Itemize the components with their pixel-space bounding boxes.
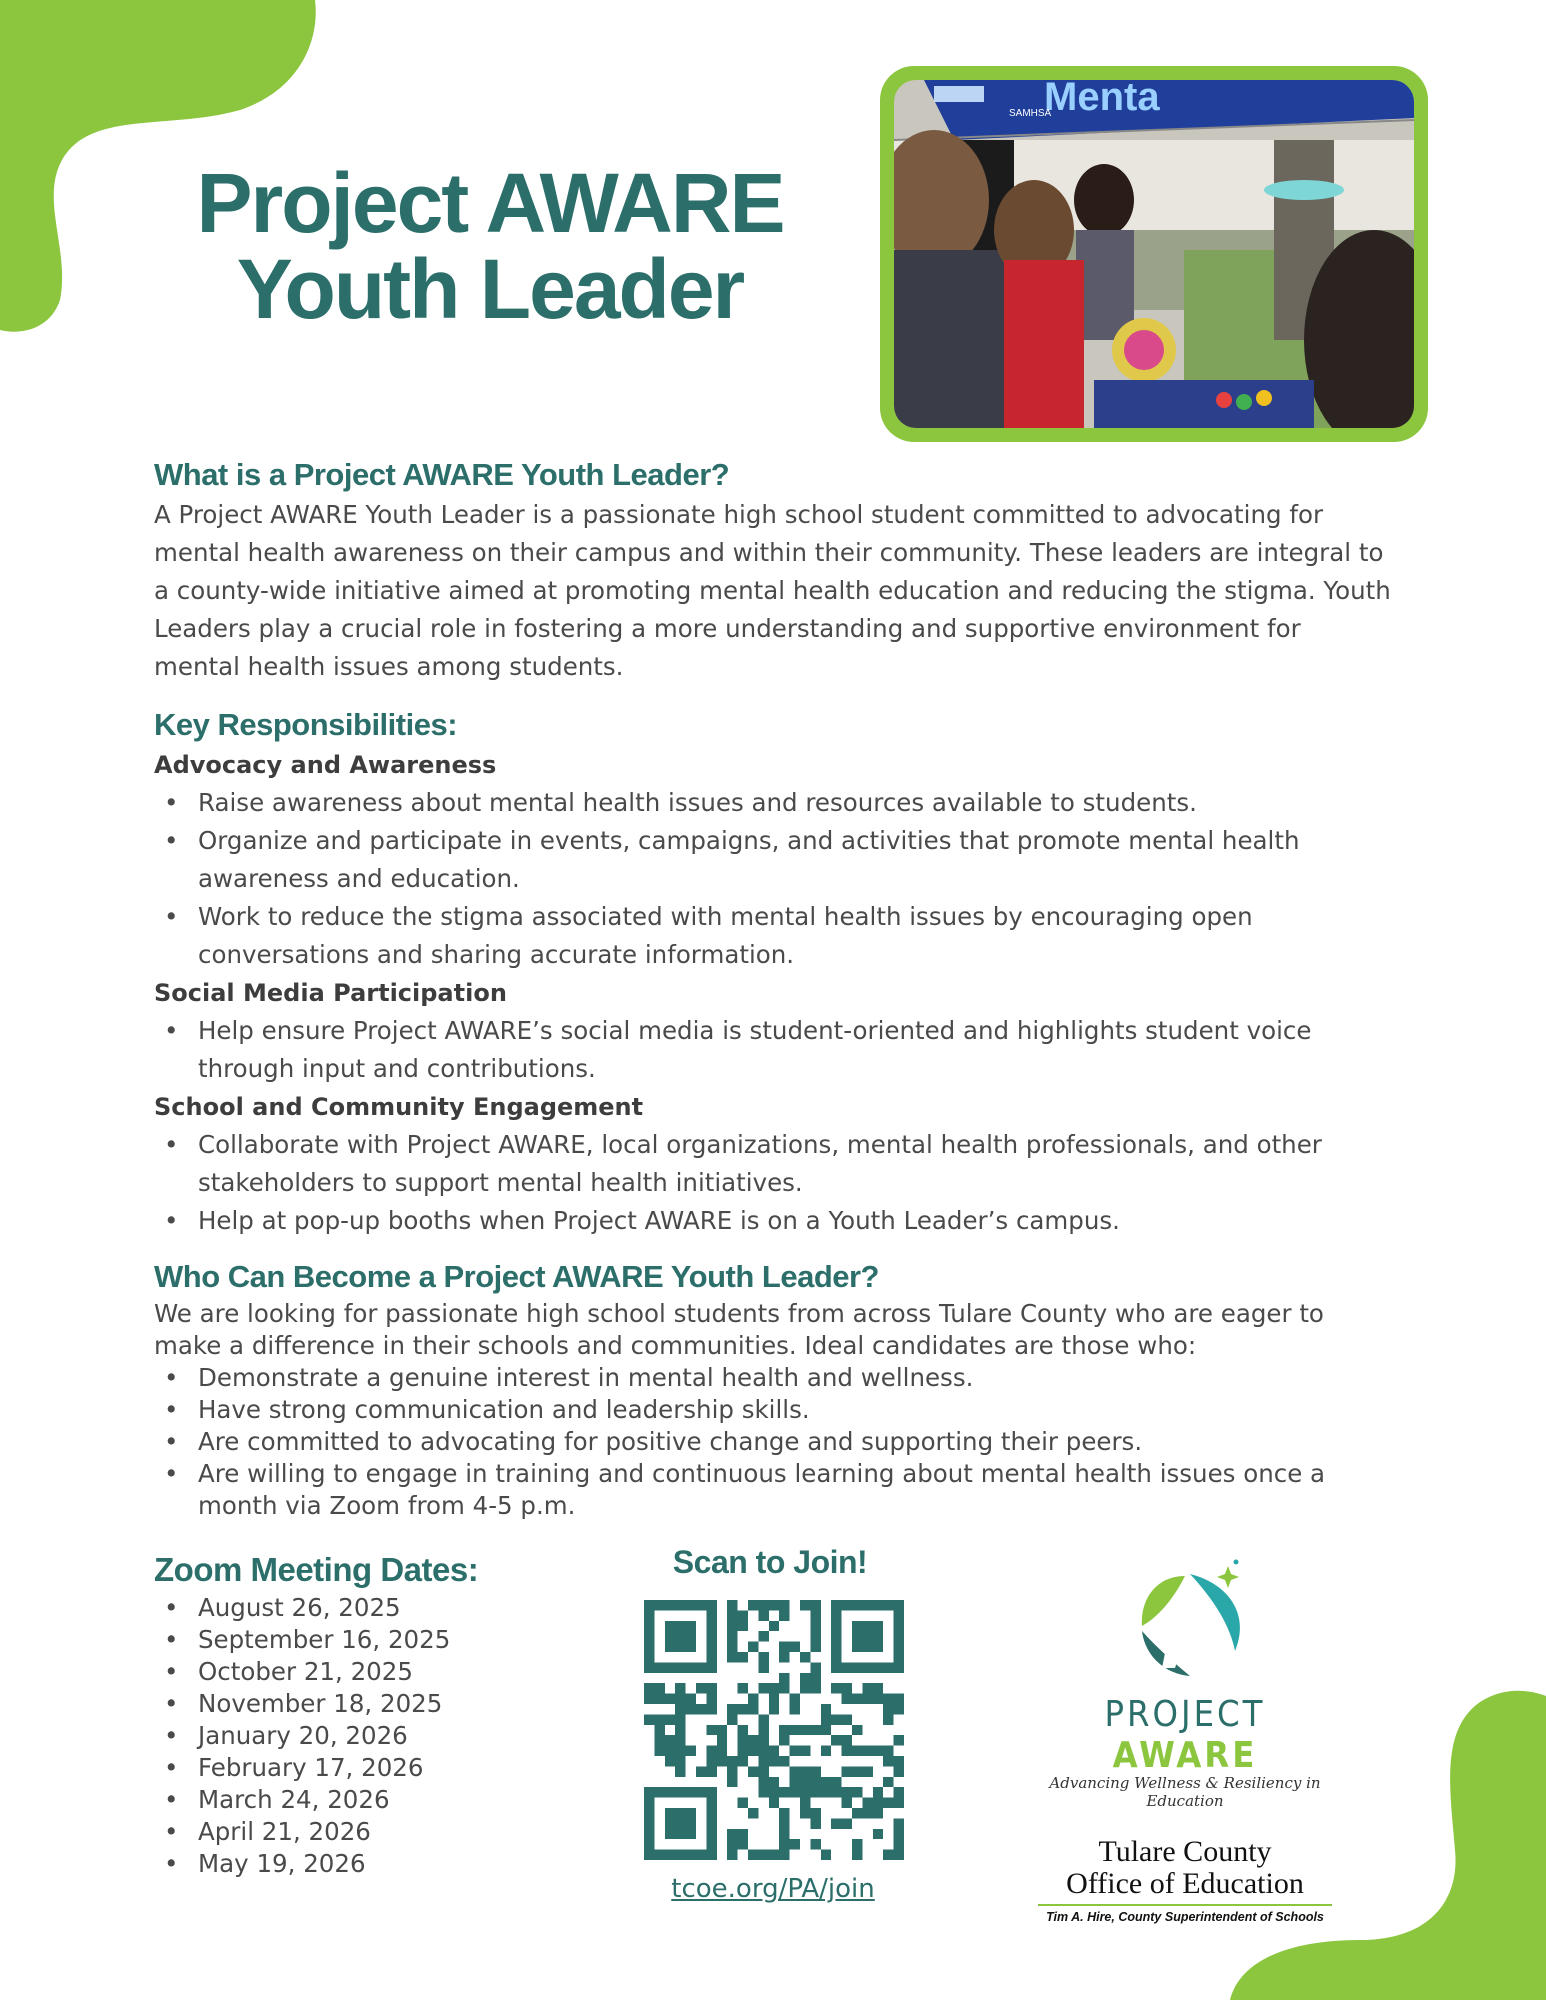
- qr-code[interactable]: [644, 1600, 904, 1860]
- date-item: • February 17, 2026: [154, 1752, 594, 1784]
- date-item: • August 26, 2025: [154, 1592, 594, 1624]
- list-item: • Organize and participate in events, campaigns, and activities that promote mental health awareness and education.: [154, 822, 1394, 898]
- project-aware-logo: [1030, 1556, 1340, 1924]
- who-list: [154, 1362, 1394, 1522]
- aware-figure-icon: [1030, 1556, 1340, 1686]
- advocacy-list: [154, 784, 1394, 974]
- title-line-2: Youth Leader: [236, 242, 744, 336]
- date-item: • November 18, 2025: [154, 1688, 594, 1720]
- tcoe-superintendent: Tim A. Hire, County Superintendent of Schools: [1046, 1910, 1324, 1924]
- tent-logo-text: SAMHSA: [1009, 108, 1052, 119]
- zoom-heading: Zoom Meeting Dates:: [154, 1551, 479, 1588]
- list-item: • Are willing to engage in training and continuous learning about mental health issues once a month via Zoom from 4-5 p.m.: [154, 1458, 1394, 1522]
- date-item: • May 19, 2026: [154, 1848, 594, 1880]
- list-item: • Help at pop-up booths when Project AWARE is on a Youth Leader’s campus.: [154, 1202, 1394, 1240]
- list-item: • Collaborate with Project AWARE, local organizations, mental health professionals, and other stakeholders to support mental health initiatives.: [154, 1126, 1394, 1202]
- zoom-section: [154, 1548, 594, 1880]
- join-link[interactable]: tcoe.org/PA/join: [671, 1874, 875, 1904]
- logo-tagline: Advancing Wellness & Resiliency in Education: [1049, 1774, 1321, 1810]
- photo-frame: [880, 66, 1428, 442]
- who-heading: Who Can Become a Project AWARE Youth Leader?: [154, 1259, 879, 1294]
- qr-heading: Scan to Join!: [672, 1544, 868, 1580]
- tcoe-line-1: Tulare County: [1098, 1835, 1272, 1868]
- tcoe-divider: [1038, 1904, 1332, 1906]
- wordmark-project: PROJECT: [1104, 1694, 1266, 1735]
- social-media-list: [154, 1012, 1394, 1088]
- responsibilities-section: [154, 704, 1394, 1240]
- who-section: [154, 1256, 1394, 1522]
- what-body: A Project AWARE Youth Leader is a passionate high school student committed to advocating for mental health awareness on their campus and within their community. These leaders are integral to a county-wide initiative aimed at promoting mental health education and reducing the stigma. Youth Leaders play a crucial role in fostering a more understanding and supportive environment for mental health issues among students.: [154, 500, 1391, 681]
- wordmark-aware: AWARE: [1112, 1735, 1258, 1776]
- list-item: • Have strong communication and leadership skills.: [154, 1394, 1394, 1426]
- date-item: • January 20, 2026: [154, 1720, 594, 1752]
- project-aware-wordmark: [1030, 1694, 1340, 1776]
- list-item: • Help ensure Project AWARE’s social media is student-oriented and highlights student voice through input and contributions.: [154, 1012, 1394, 1088]
- list-item: • Work to reduce the stigma associated with mental health issues by encouraging open conversations and sharing accurate information.: [154, 898, 1394, 974]
- tcoe-logo: [1030, 1836, 1340, 1900]
- date-item: • March 24, 2026: [154, 1784, 594, 1816]
- date-item: • October 21, 2025: [154, 1656, 594, 1688]
- what-section: [154, 454, 1394, 686]
- who-intro: We are looking for passionate high school students from across Tulare County who are eager to make a difference in their schools and communities. Ideal candidates are those who:: [154, 1299, 1324, 1360]
- list-item: • Demonstrate a genuine interest in mental health and wellness.: [154, 1362, 1394, 1394]
- tcoe-line-2: Office of Education: [1066, 1867, 1304, 1900]
- zoom-dates-list: [154, 1592, 594, 1880]
- tent-banner-text: Menta: [1044, 80, 1160, 119]
- group-title-engagement: School and Community Engagement: [154, 1093, 644, 1121]
- date-item: • April 21, 2026: [154, 1816, 594, 1848]
- page-title: [140, 156, 840, 336]
- list-item: • Raise awareness about mental health issues and resources available to students.: [154, 784, 1394, 822]
- group-title-social-media: Social Media Participation: [154, 979, 507, 1007]
- event-photo: [894, 80, 1414, 428]
- engagement-list: [154, 1126, 1394, 1240]
- responsibilities-heading: Key Responsibilities:: [154, 707, 458, 742]
- title-line-1: Project AWARE: [196, 156, 784, 250]
- date-item: • September 16, 2025: [154, 1624, 594, 1656]
- list-item: • Are committed to advocating for positive change and supporting their peers.: [154, 1426, 1394, 1458]
- what-heading: What is a Project AWARE Youth Leader?: [154, 457, 730, 492]
- group-title-advocacy: Advocacy and Awareness: [154, 751, 497, 779]
